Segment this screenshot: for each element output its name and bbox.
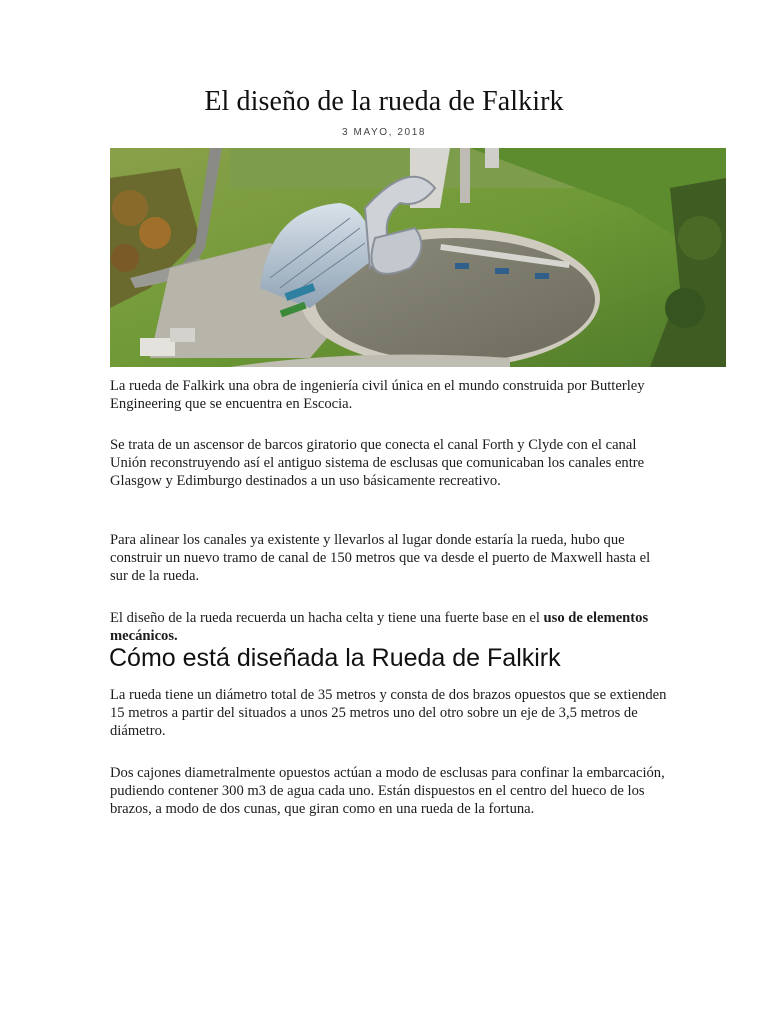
- falkirk-wheel-photo: [110, 148, 726, 367]
- paragraph-canal: Para alinear los canales ya existente y llevarlos al lugar donde estaría la rueda, hubo que construir un nuevo tramo de canal de 150 metros que va desde el puerto de Maxwell hasta el sur de la rueda.: [110, 532, 651, 584]
- paragraph-design-bold: uso de elementos mecánicos.: [110, 610, 649, 644]
- section-heading: Cómo está diseñada la Rueda de Falkirk: [109, 644, 561, 672]
- paragraph-intro: La rueda de Falkirk una obra de ingeniería civil única en el mundo construida por Butterley Engineering que se encuentra en Escocia.: [110, 378, 645, 412]
- paragraph-dimensions: La rueda tiene un diámetro total de 35 metros y consta de dos brazos opuestos que se extienden 15 metros a partir del situados a unos 25 metros uno del otro sobre un eje de 3,5 metros de diámetro.: [110, 687, 667, 739]
- paragraph-caissons: Dos cajones diametralmente opuestos actúan a modo de esclusas para confinar la embarcación, pudiendo contener 300 m3 de agua cada uno. Están dispuestos en el centro del hueco de los brazos, a modo de dos cunas, que giran como en una rueda de la fortuna.: [110, 765, 665, 817]
- publish-date: 3 MAYO, 2018: [341, 127, 427, 138]
- paragraph-design-text: El diseño de la rueda recuerda un hacha celta y tiene una fuerte base en el: [110, 610, 544, 626]
- page-title: El diseño de la rueda de Falkirk: [204, 86, 564, 117]
- paragraph-description: Se trata de un ascensor de barcos giratorio que conecta el canal Forth y Clyde con el canal Unión reconstruyendo así el antiguo sistema de esclusas que comunicaban los canales entre Glasgow y Edimburgo destinados a un uso básicamente recreativo.: [110, 437, 645, 489]
- paragraph-design: [110, 609, 670, 645]
